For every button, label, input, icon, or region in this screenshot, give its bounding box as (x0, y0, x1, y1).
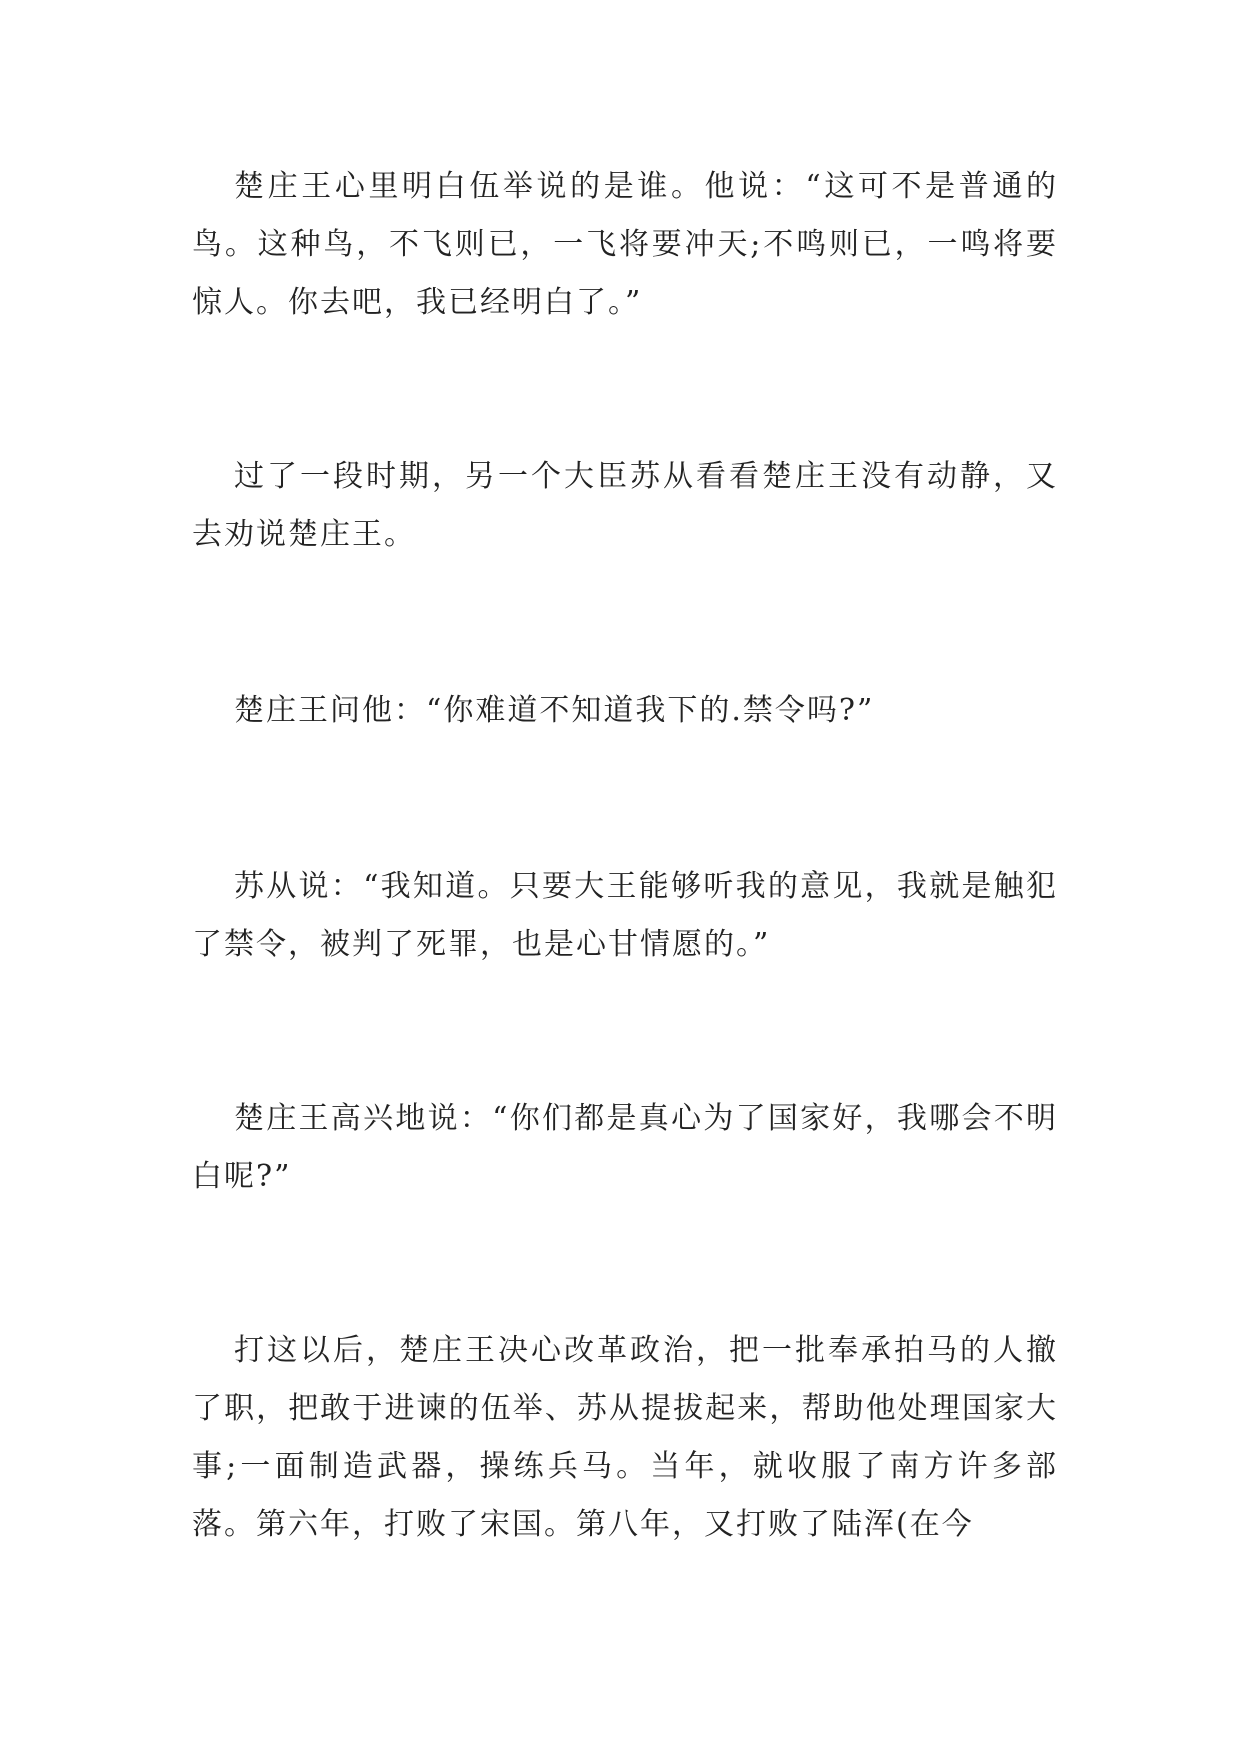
paragraph-5: 楚庄王高兴地说：“你们都是真心为了国家好，我哪会不明白呢?” (192, 1101, 1058, 1194)
paragraph-2: 过了一段时期，另一个大臣苏从看看楚庄王没有动静，又去劝说楚庄王。 (192, 459, 1058, 552)
paragraph-6: 打这以后，楚庄王决心改革政治，把一批奉承拍马的人撤了职，把敢于进谏的伍举、苏从提拔起来，帮助他处理国家大事;一面制造武器，操练兵马。当年，就收服了南方许多部落。第六年，打败了宋国。第八年，又打败了陆浑(在今 (192, 1333, 1058, 1542)
paragraph-4: 苏从说：“我知道。只要大王能够听我的意见，我就是触犯了禁令，被判了死罪，也是心甘情愿的。” (192, 869, 1058, 962)
paragraph-1: 楚庄王心里明白伍举说的是谁。他说：“这可不是普通的鸟。这种鸟，不飞则已，一飞将要冲天;不鸣则已，一鸣将要惊人。你去吧，我已经明白了。” (192, 169, 1058, 320)
paragraph-3: 楚庄王问他：“你难道不知道我下的.禁令吗?” (234, 693, 875, 728)
